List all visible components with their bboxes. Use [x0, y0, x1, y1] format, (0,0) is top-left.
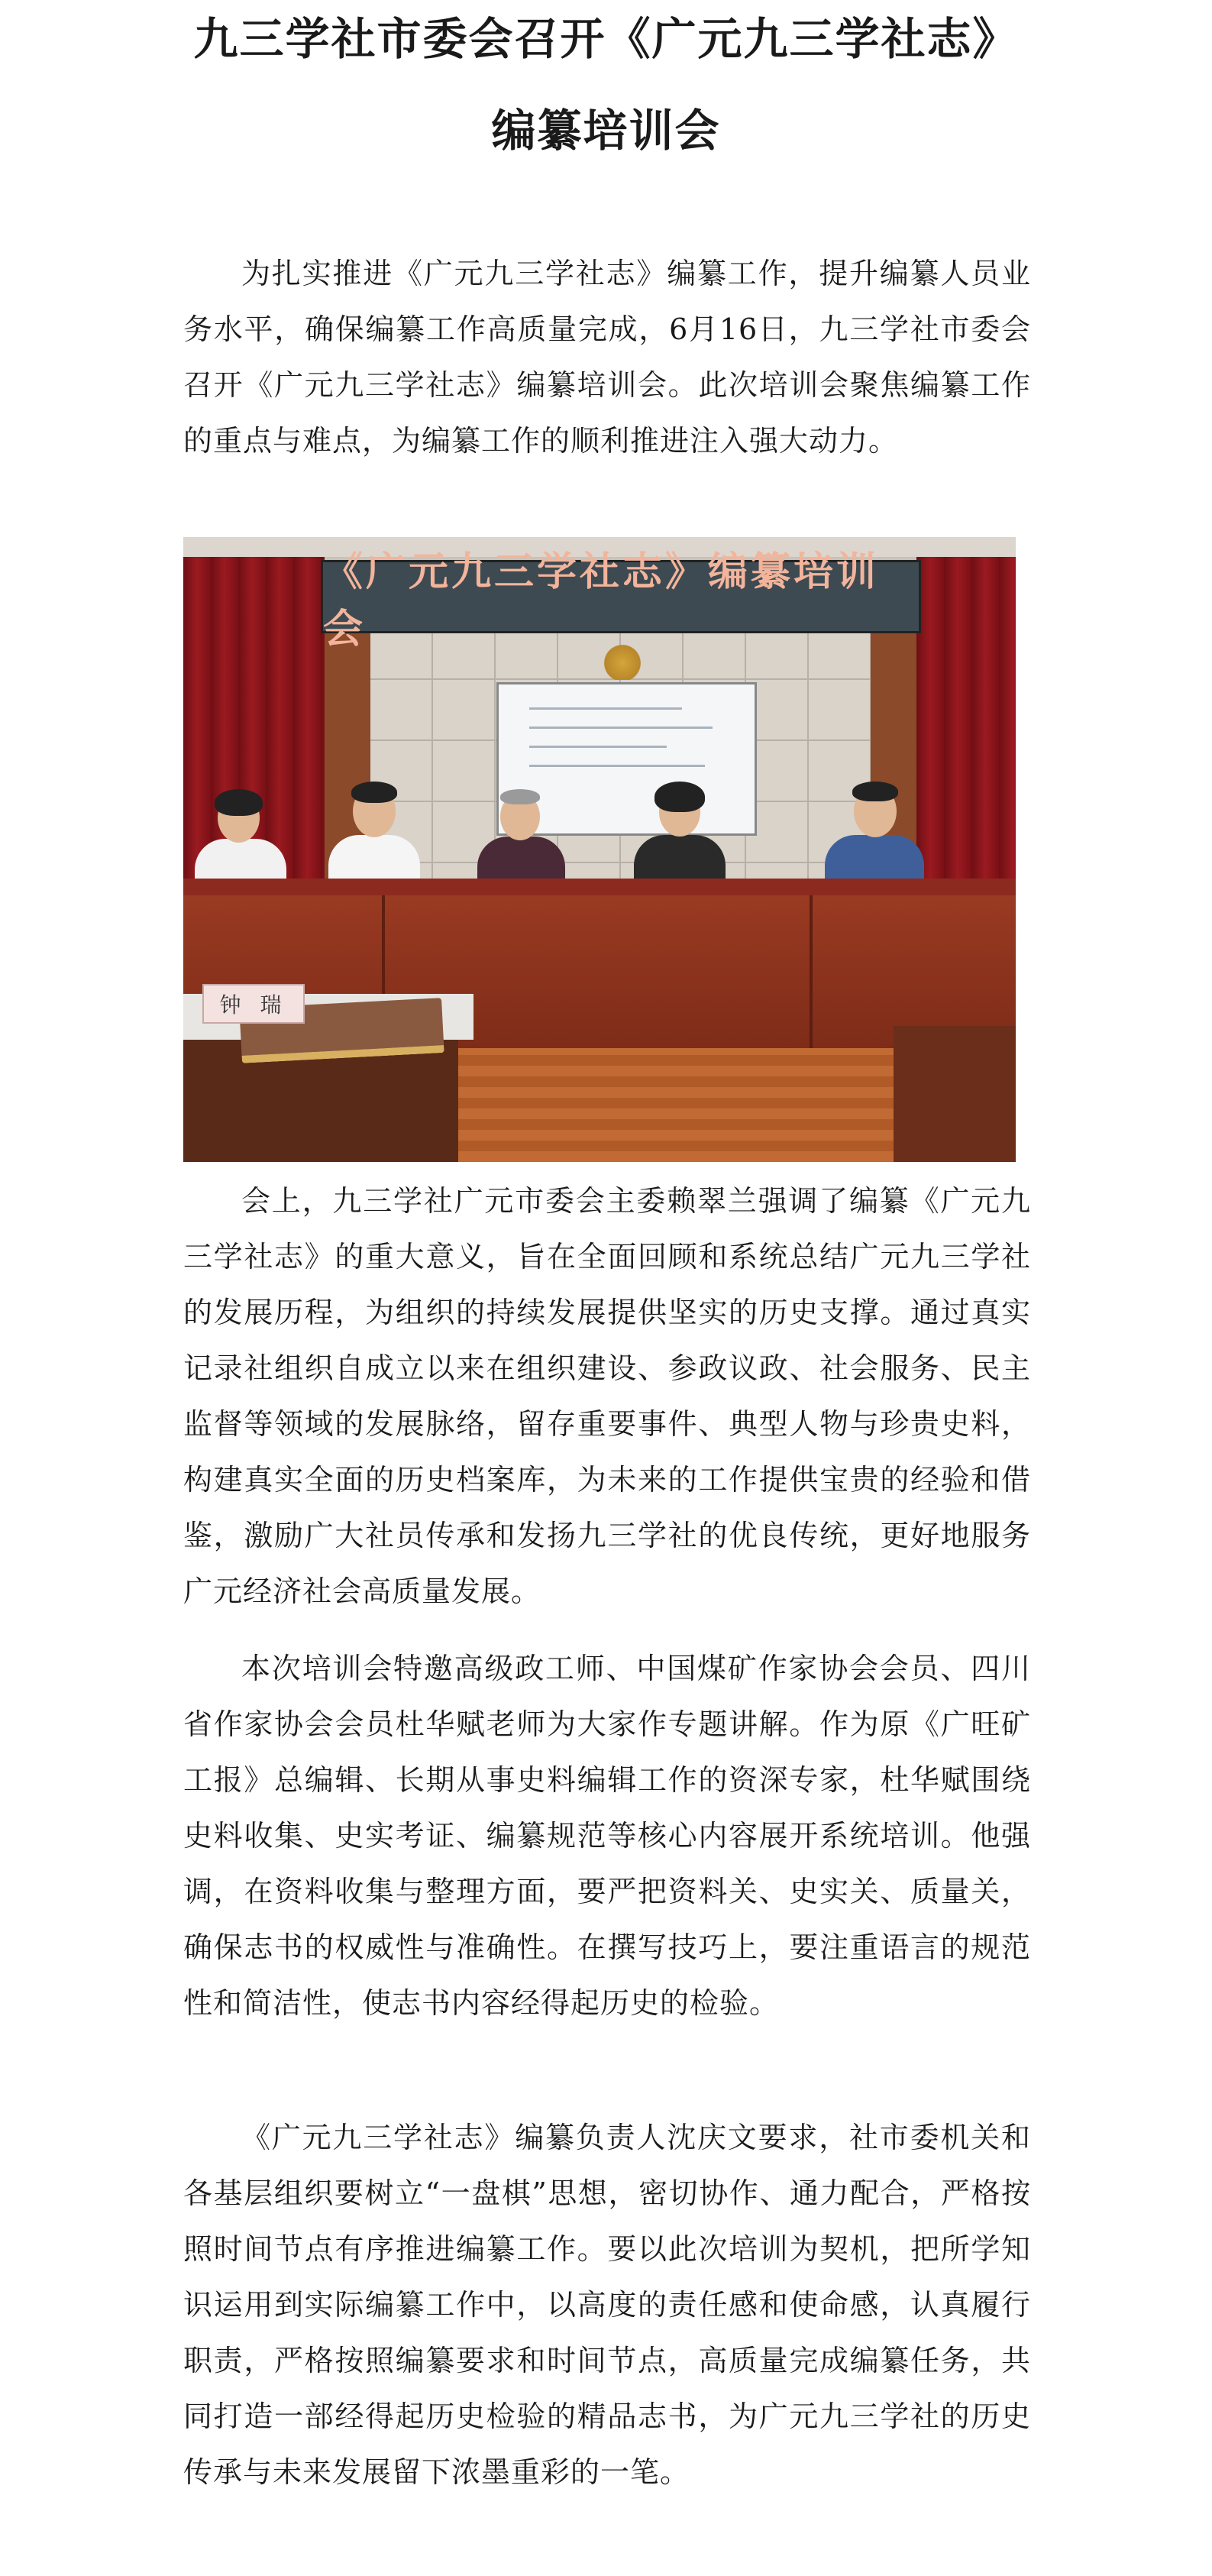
- photo-right-desk: [894, 1026, 1016, 1162]
- paragraph-intro: 为扎实推进《广元九三学社志》编纂工作，提升编纂人员业务水平，确保编纂工作高质量完成，6月16日，九三学社市委会召开《广元九三学社志》编纂培训会。此次培训会聚焦编纂工作的重点与难点，为编纂工作的顺利推进注入强大动力。: [183, 257, 1031, 458]
- meeting-photo: [183, 537, 1016, 1162]
- paragraph-requirements: 《广元九三学社志》编纂负责人沈庆文要求，社市委机关和各基层组织要树立“一盘棋”思想，密切协作、通力配合，严格按照时间节点有序推进编纂工作。要以此次培训为契机，把所学知识运用到实际编纂工作中，以高度的责任感和使命感，认真履行职责，严格按照编纂要求和时间节点，高质量完成编纂任务，共同打造一部经得起历史检验的精品志书，为广元九三学社的历史传承与未来发展留下浓墨重彩的一笔。: [183, 2121, 1031, 2489]
- photo-banner: [321, 549, 921, 652]
- photo-nameplate: 钟 瑞: [202, 984, 305, 1024]
- emblem-icon: [592, 638, 653, 680]
- article-title-line-1: 九三学社市委会召开《广元九三学社志》: [193, 13, 1019, 65]
- photo-banner-text: 《广元九三学社志》编纂培训会: [323, 549, 880, 652]
- photo-table-top: [183, 879, 1016, 895]
- paragraph-training: 本次培训会特邀高级政工师、中国煤矿作家协会会员、四川省作家协会会员杜华赋老师为大家作专题讲解。作为原《广旺矿工报》总编辑、长期从事史料编辑工作的资深专家，杜华赋围绕史料收集、史实考证、编纂规范等核心内容展开系统培训。他强调，在资料收集与整理方面，要严把资料关、史实关、质量关，确保志书的权威性与准确性。在撰写技巧上，要注重语言的规范性和简洁性，使志书内容经得起历史的检验。: [183, 1652, 1031, 2020]
- article-title-line-2: 编纂培训会: [491, 105, 721, 157]
- paragraph-speech: 会上，九三学社广元市委会主委赖翠兰强调了编纂《广元九三学社志》的重大意义，旨在全面回顾和系统总结广元九三学社的发展历程，为组织的持续发展提供坚实的历史支撑。通过真实记录社组织自成立以来在组织建设、参政议政、社会服务、民主监督等领域的发展脉络，留存重要事件、典型人物与珍贵史料，构建真实全面的历史档案库，为未来的工作提供宝贵的经验和借鉴，激励广大社员传承和发扬九三学社的优良传统，更好地服务广元经济社会高质量发展。: [183, 1184, 1031, 1608]
